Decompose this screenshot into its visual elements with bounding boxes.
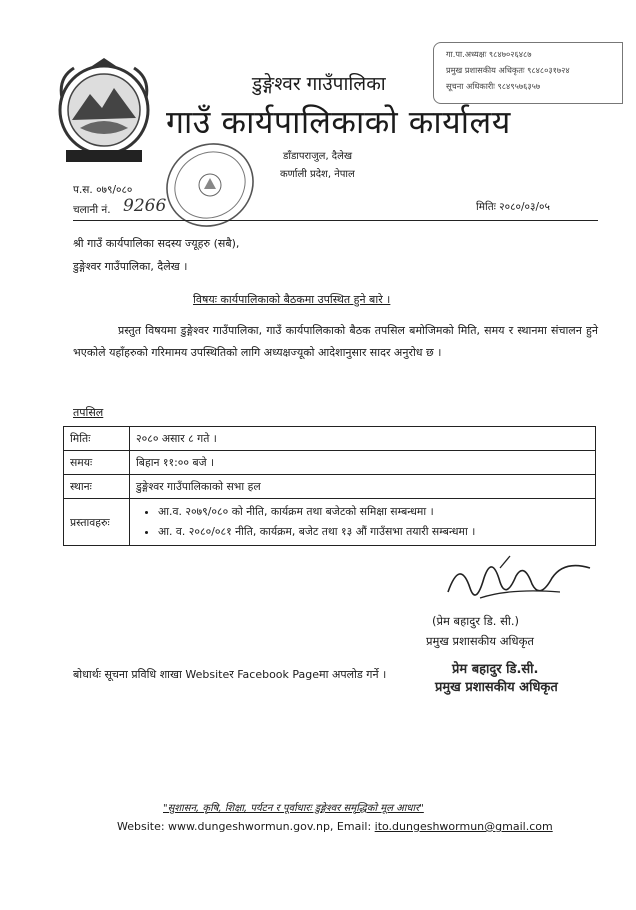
recipient-line-1: श्री गाउँ कार्यपालिका सदस्य ज्यूहरु (सबै), [73, 237, 240, 250]
contact-chairperson: गा.पा.अध्यक्षः ९८४७०२६४८७ [446, 49, 532, 59]
contact-cao: प्रमुख प्रशासकीय अधिकृतः ९८४८०३१७२४ [446, 65, 570, 75]
chalani-label: चलानी नं. [73, 204, 111, 216]
header-divider [73, 220, 598, 221]
date-value: २०८० असार ८ गते । [130, 427, 596, 451]
list-item: • आ.व. २०७९/०८० को नीति, कार्यक्रम तथा बजेटको समिक्षा सम्बन्धमा । [158, 502, 589, 522]
office-title: गाउँ कार्यपालिकाको कार्यालय [166, 103, 511, 141]
office-seal-stamp-icon [162, 140, 262, 230]
date-label: मितिः [64, 427, 130, 451]
signatory-title: प्रमुख प्रशासकीय अधिकृत [426, 634, 534, 648]
time-value: बिहान ११:०० बजे । [130, 451, 596, 475]
name-stamp: प्रेम बहादुर डि.सी. [452, 662, 539, 677]
title-stamp: प्रमुख प्रशासकीय अधिकृत [435, 680, 558, 695]
letter-date: मितिः २०८०/०३/०५ [476, 201, 550, 213]
patra-sankhya: प.स. ०७९/०८० [73, 184, 133, 196]
recipient-line-2: डुङ्गेश्वर गाउँपालिका, दैलेख । [73, 260, 188, 273]
time-label: समयः [64, 451, 130, 475]
footer-contact [117, 820, 553, 833]
contact-numbers-box [433, 42, 623, 104]
table-row [64, 451, 596, 475]
list-item: • आ. व. २०८०/०८१ नीति, कार्यक्रम, बजेट तथा १३ औं गाउँसभा तयारी सम्बन्धमा । [158, 522, 589, 542]
address-line-2: कर्णाली प्रदेश, नेपाल [280, 169, 355, 180]
letter-body: प्रस्तुत विषयमा डुङ्गेश्वर गाउँपालिका, गाउँ कार्यपालिकाको बैठक तपसिल बमोजिमको मिति, समय र स्थानमा संचालन हुने भएकोले यहाँहरुको गरिमामय उपस्थितिको लागि अध्यक्षज्यूको आदेशानुसार सादर अनुरोध छ । [73, 324, 598, 359]
schedule-heading: तपसिल [73, 406, 104, 419]
cc-note: बोधार्थः सूचना प्रविधि शाखा Websiteर Facebook Pageमा अपलोड गर्ने । [73, 668, 387, 681]
table-row [64, 499, 596, 546]
chalani-number-handwritten: 9266 [123, 196, 167, 216]
table-row [64, 475, 596, 499]
footer-slogan: "सुशासन, कृषि, शिक्षा, पर्यटन र पूर्वाधारः डुङ्गेश्वर समृद्धिको मूल आधार" [163, 803, 424, 814]
schedule-table [63, 426, 596, 546]
proposals-list [136, 502, 589, 542]
handwritten-signature-icon [440, 548, 600, 618]
place-value: डुङ्गेश्वर गाउँपालिकाको सभा हल [130, 475, 596, 499]
contact-info-officer: सूचना अधिकारीः ९८४९५७६३५७ [446, 81, 541, 91]
letter-subject: विषयः कार्यपालिकाको बैठकमा उपस्थित हुने बारे । [193, 293, 391, 306]
signatory-name: (प्रेम बहादुर डि. सी.) [432, 614, 520, 628]
proposals-label: प्रस्तावहरुः [64, 499, 130, 546]
email-link[interactable]: ito.dungeshwormun@gmail.com [374, 820, 553, 833]
place-label: स्थानः [64, 475, 130, 499]
rural-municipality-name: डुङ्गेश्वर गाउँपालिका [252, 73, 386, 95]
proposals-cell [130, 499, 596, 546]
website-text: Website: www.dungeshwormun.gov.np, Email: [117, 820, 375, 833]
nepal-government-emblem-icon [52, 58, 157, 168]
address-line-1: डाँडापराजुल, दैलेख [283, 151, 353, 162]
table-row [64, 427, 596, 451]
